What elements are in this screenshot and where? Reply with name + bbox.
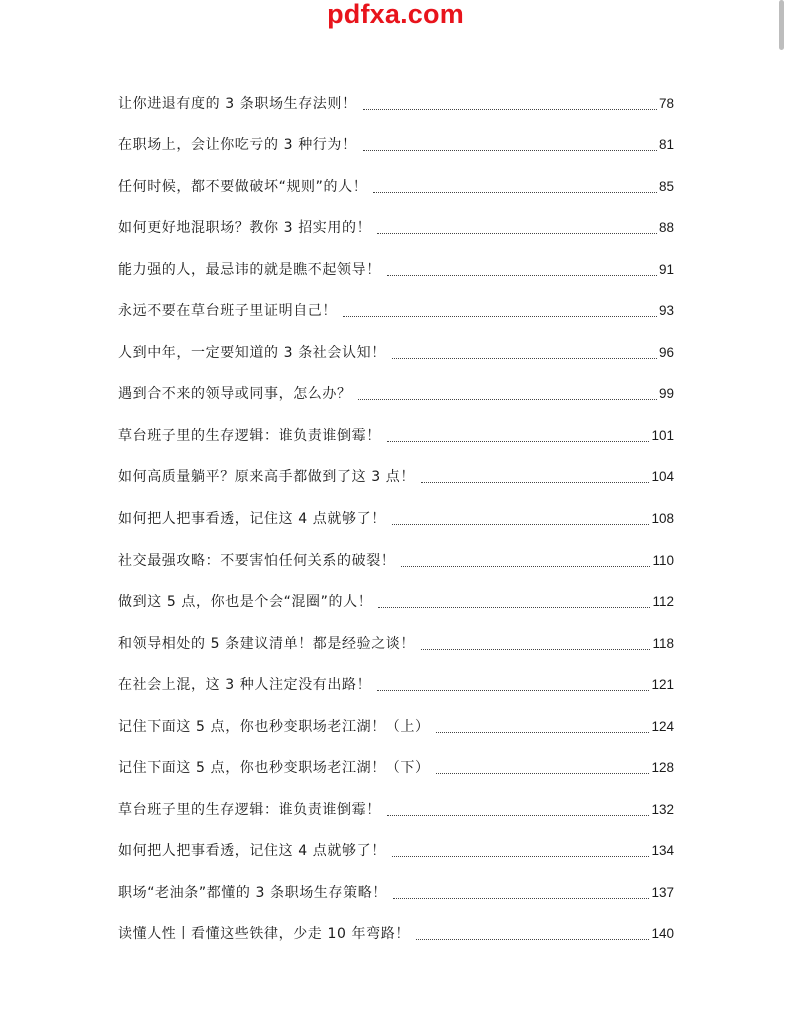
scrollbar-thumb[interactable]	[779, 0, 784, 50]
toc-entry[interactable]	[118, 866, 674, 908]
toc-entry-page: 93	[658, 303, 674, 319]
toc-entry-title: 在社会上混，这 3 种人注定没有出路！	[118, 677, 372, 694]
dot-leader	[378, 607, 650, 608]
toc-entry[interactable]	[118, 700, 674, 742]
dot-leader	[387, 441, 650, 442]
toc-entry[interactable]	[118, 160, 674, 202]
toc-entry-title: 记住下面这 5 点，你也秒变职场老江湖！（上）	[118, 718, 430, 735]
toc-entry-page: 91	[658, 261, 674, 277]
toc-entry[interactable]	[118, 908, 674, 950]
dot-leader	[387, 815, 650, 816]
toc-entry[interactable]	[118, 409, 674, 451]
dot-leader	[436, 773, 650, 774]
toc-entry-page: 134	[651, 843, 674, 859]
toc-entry-title: 任何时候，都不要做破坏“规则”的人！	[118, 178, 368, 195]
dot-leader	[421, 482, 649, 483]
toc-entry-title: 如何高质量躺平？原来高手都做到了这 3 点！	[118, 469, 416, 486]
dot-leader	[392, 524, 650, 525]
toc-entry[interactable]	[118, 326, 674, 368]
toc-entry-page: 124	[651, 718, 674, 734]
dot-leader	[363, 150, 657, 151]
toc-entry[interactable]	[118, 119, 674, 161]
toc-entry[interactable]	[118, 534, 674, 576]
toc-entry-page: 88	[658, 220, 674, 236]
toc-entry-title: 和领导相处的 5 条建议清单！都是经验之谈！	[118, 635, 416, 652]
dot-leader	[377, 690, 649, 691]
dot-leader	[436, 732, 650, 733]
dot-leader	[387, 275, 657, 276]
toc-entry-title: 如何把人把事看透，记住这 4 点就够了！	[118, 511, 386, 528]
toc-entry-title: 如何更好地混职场？教你 3 招实用的！	[118, 220, 372, 237]
toc-entry-page: 99	[658, 386, 674, 402]
toc-entry-title: 让你进退有度的 3 条职场生存法则！	[118, 95, 357, 112]
toc-entry[interactable]	[118, 77, 674, 119]
dot-leader	[392, 856, 650, 857]
toc-entry-page: 108	[651, 511, 674, 527]
toc-entry-title: 在职场上，会让你吃亏的 3 种行为！	[118, 137, 357, 154]
toc-entry-page: 85	[658, 178, 674, 194]
toc-entry[interactable]	[118, 825, 674, 867]
toc-entry-page: 104	[651, 469, 674, 485]
dot-leader	[377, 233, 657, 234]
toc-entry-title: 社交最强攻略：不要害怕任何关系的破裂！	[118, 552, 396, 569]
toc-entry[interactable]	[118, 576, 674, 618]
dot-leader	[416, 939, 650, 940]
toc-entry-page: 132	[651, 801, 674, 817]
toc-entry-title: 能力强的人，最忌讳的就是瞧不起领导！	[118, 261, 381, 278]
toc-entry[interactable]	[118, 285, 674, 327]
dot-leader	[421, 649, 650, 650]
toc-entry-title: 如何把人把事看透，记住这 4 点就够了！	[118, 843, 386, 860]
toc-entry-page: 137	[651, 884, 674, 900]
toc-entry[interactable]	[118, 243, 674, 285]
toc-entry-page: 96	[658, 344, 674, 360]
toc-entry-page: 128	[651, 760, 674, 776]
toc-entry[interactable]	[118, 659, 674, 701]
toc-entry-page: 118	[652, 635, 674, 651]
toc-entry-title: 做到这 5 点，你也是个会“混圈”的人！	[118, 594, 373, 611]
toc-entry[interactable]	[118, 492, 674, 534]
toc-entry[interactable]	[118, 783, 674, 825]
toc-entry[interactable]	[118, 202, 674, 244]
toc-entry-title: 草台班子里的生存逻辑：谁负责谁倒霉！	[118, 801, 381, 818]
toc-entry-page: 121	[651, 677, 674, 693]
dot-leader	[343, 316, 657, 317]
table-of-contents	[118, 77, 674, 949]
toc-entry[interactable]	[118, 451, 674, 493]
toc-entry-page: 81	[658, 137, 674, 153]
toc-entry-title: 草台班子里的生存逻辑：谁负责谁倒霉！	[118, 427, 381, 444]
toc-entry-page: 112	[652, 594, 674, 610]
toc-entry[interactable]	[118, 617, 674, 659]
toc-entry[interactable]	[118, 368, 674, 410]
toc-entry-page: 140	[651, 926, 674, 942]
toc-entry-title: 遇到合不来的领导或同事，怎么办？	[118, 386, 352, 403]
dot-leader	[392, 358, 657, 359]
toc-entry[interactable]	[118, 742, 674, 784]
dot-leader	[373, 192, 657, 193]
toc-entry-page: 101	[651, 427, 674, 443]
toc-entry-title: 永远不要在草台班子里证明自己！	[118, 303, 337, 320]
toc-entry-title: 职场“老油条”都懂的 3 条职场生存策略！	[118, 884, 387, 901]
dot-leader	[401, 566, 650, 567]
toc-entry-page: 78	[658, 95, 674, 111]
site-watermark: pdfxa.com	[327, 0, 464, 29]
toc-entry-title: 读懂人性丨看懂这些铁律，少走 10 年弯路！	[118, 926, 410, 943]
dot-leader	[363, 109, 657, 110]
toc-entry-title: 记住下面这 5 点，你也秒变职场老江湖！（下）	[118, 760, 430, 777]
dot-leader	[393, 898, 650, 899]
toc-entry-page: 110	[652, 552, 674, 568]
dot-leader	[358, 399, 657, 400]
toc-entry-title: 人到中年，一定要知道的 3 条社会认知！	[118, 344, 386, 361]
